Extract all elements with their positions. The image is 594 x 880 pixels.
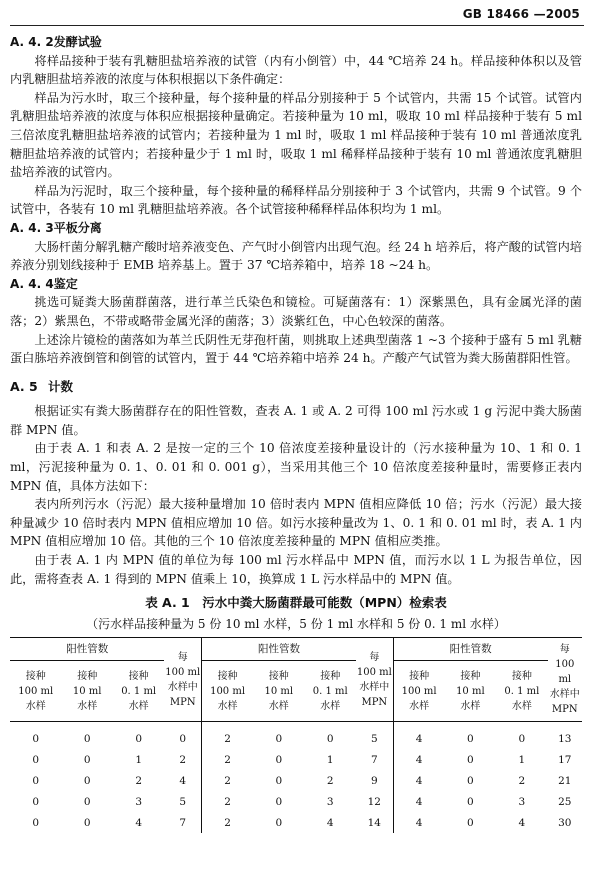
table-cell: 0 xyxy=(275,795,283,808)
table-cell: 0 xyxy=(275,753,283,766)
paragraph: 样品为污水时，取三个接种量，每个接种量的样品分别接种于 5 个试管内，共需 15 个试管。试管内乳糖胆盐培养液的浓度与体积应根据接种量确定。若接种量为 10 ml，吸取 10 ml 样品接种于装有 5 ml 三倍浓度乳糖胆盐培养液的试管内；若接种量为 1 ml 时，吸取 1 ml 样品接种于装有 10 ml 普通浓度乳糖胆盐培养液的试管内；若接种量少于 1 ml 时，吸取 1 ml 稀释样品接种于装有 10 ml 普通浓度乳糖胆盐培养液的试管内。 xyxy=(10,90,582,180)
table-cell: 0 xyxy=(83,753,91,766)
col-header-100ml: 接种 100 ml 水样 xyxy=(10,661,61,722)
header-rule xyxy=(10,25,584,26)
table-cell: 0 xyxy=(467,732,474,745)
table-cell: 0 xyxy=(32,774,40,787)
table-cell: 0 xyxy=(467,774,474,787)
section-title: 鉴定 xyxy=(53,276,78,291)
section-a42-heading xyxy=(10,33,582,52)
table-cell: 7 xyxy=(164,812,201,833)
col-header-100ml: 接种 100 ml 水样 xyxy=(393,661,444,722)
paragraph: 大肠杆菌分解乳糖产酸时培养液变色、产气时小倒管内出现气泡。经 24 h 培养后，将产酸的试管内培养液分别划线接种于 EMB 培养基上。置于 37 ℃培养箱中，培养 18 ~24 h。 xyxy=(10,239,582,273)
section-number: A. 4. 4 xyxy=(10,276,54,291)
col-header-0-1ml: 接种 0. 1 ml 水样 xyxy=(496,661,547,722)
section-number: A. 4. 3 xyxy=(10,220,54,235)
table-row xyxy=(10,770,582,791)
table-cell: 0 xyxy=(135,732,143,745)
table-cell: 21 xyxy=(558,774,572,787)
mpn-header: 每 100 ml 水样中 MPN xyxy=(164,638,201,722)
mpn-header: 每 100 ml 水样中 MPN xyxy=(356,638,393,722)
col-header-10ml: 接种 10 ml 水样 xyxy=(61,661,112,722)
table-cell: 0 xyxy=(32,816,40,829)
table-cell: 2 xyxy=(164,749,201,770)
table-cell: 2 xyxy=(224,732,231,745)
table-cell: 4 xyxy=(164,770,201,791)
section-title: 发酵试验 xyxy=(53,35,102,49)
table-cell: 1 xyxy=(135,753,143,766)
table-cell: 2 xyxy=(518,774,526,787)
mpn-table xyxy=(10,637,582,833)
col-header-100ml: 接种 100 ml 水样 xyxy=(202,661,253,722)
table-cell: 30 xyxy=(558,816,572,829)
col-header-0-1ml: 接种 0. 1 ml 水样 xyxy=(305,661,356,722)
group-header-positive-tubes: 阳性管数 xyxy=(10,638,164,661)
table-cell: 4 xyxy=(415,774,423,787)
section-number: A. 4. 2 xyxy=(10,35,54,49)
table-cell: 0 xyxy=(83,816,91,829)
table-cell: 9 xyxy=(356,770,393,791)
mpn-header: 每 100 ml 水样中 MPN xyxy=(548,638,582,722)
table-cell: 17 xyxy=(558,753,572,766)
table-cell: 3 xyxy=(326,795,334,808)
section-a43-heading xyxy=(10,219,582,238)
table-cell: 0 xyxy=(467,816,474,829)
table-cell: 5 xyxy=(356,722,393,750)
table-cell: 2 xyxy=(224,774,231,787)
table-cell: 0 xyxy=(467,753,474,766)
group-header-positive-tubes: 阳性管数 xyxy=(202,638,356,661)
table-cell: 2 xyxy=(326,774,334,787)
section-number: A. 5 xyxy=(10,378,38,394)
table-cell: 13 xyxy=(558,732,572,745)
col-header-10ml: 接种 10 ml 水样 xyxy=(445,661,496,722)
table-cell: 4 xyxy=(415,816,423,829)
table-cell: 0 xyxy=(83,732,91,745)
paragraph: 由于表 A. 1 内 MPN 值的单位为每 100 ml 污水样品中 MPN 值，而污水以 1 L 为报告单位，因此，需将查表 A. 1 得到的 MPN 值乘上 10，换算成 1 L 污水样品中的 MPN 值。 xyxy=(10,553,582,586)
table-cell: 0 xyxy=(32,732,40,745)
section-title: 计数 xyxy=(48,378,74,394)
col-header-10ml: 接种 10 ml 水样 xyxy=(253,661,304,722)
table-cell: 0 xyxy=(518,732,526,745)
table-cell: 0 xyxy=(32,795,40,808)
paragraph: 表内所列污水（污泥）最大接种量增加 10 倍时表内 MPN 值相应降低 10 倍；污水（污泥）最大接种量减少 10 倍时表内 MPN 值相应增加 10 倍。如污水接种量改为 1、0. 1 和 0. 01 ml 时，表 A. 1 内 MPN 值相应增加 10 倍。其他的三个 10 倍浓度差接种量的 MPN 值相应类推。 xyxy=(10,497,582,549)
table-cell: 0 xyxy=(32,753,40,766)
table-caption: 表 A. 1 污水中粪大肠菌群最可能数（MPN）检索表 xyxy=(145,595,447,611)
col-header-0-1ml: 接种 0. 1 ml 水样 xyxy=(113,661,164,722)
table-cell: 4 xyxy=(415,732,423,745)
table-cell: 4 xyxy=(415,795,423,808)
table-row xyxy=(10,791,582,812)
table-cell: 12 xyxy=(356,791,393,812)
group-header-positive-tubes: 阳性管数 xyxy=(393,638,547,661)
document-body xyxy=(10,33,582,833)
table-cell: 0 xyxy=(275,732,283,745)
table-subtitle: （污水样品接种量为 5 份 10 ml 水样，5 份 1 ml 水样和 5 份 0. 1 ml 水样） xyxy=(86,616,506,631)
paragraph: 挑选可疑粪大肠菌群菌落，进行革兰氏染色和镜检。可疑菌落有：1）深紫黑色，具有金属光泽的菌落；2）紫黑色，不带或略带金属光泽的菌落；3）淡紫红色，中心色较深的菌落。 xyxy=(10,295,582,328)
table-cell: 25 xyxy=(558,795,572,808)
table-row xyxy=(10,812,582,833)
section-a44-heading xyxy=(10,275,582,294)
table-cell: 4 xyxy=(135,816,143,829)
table-cell: 5 xyxy=(164,791,201,812)
paragraph: 根据证实有粪大肠菌群存在的阳性管数，查表 A. 1 或 A. 2 可得 100 ml 污水或 1 g 污泥中粪大肠菌群 MPN 值。 xyxy=(10,404,582,437)
table-cell: 2 xyxy=(224,753,231,766)
table-cell: 4 xyxy=(326,816,334,829)
table-cell: 3 xyxy=(518,795,526,808)
table-cell: 0 xyxy=(83,795,91,808)
table-cell: 14 xyxy=(356,812,393,833)
table-cell: 0 xyxy=(467,795,474,808)
table-cell: 0 xyxy=(275,816,283,829)
table-cell: 2 xyxy=(224,795,231,808)
section-title: 平板分离 xyxy=(53,220,102,235)
paragraph: 样品为污泥时，取三个接种量，每个接种量的稀释样品分别接种于 3 个试管内，共需 9 个试管。9 个试管中，各装有 10 ml 乳糖胆盐培养液。各个试管接种稀释样品体积均为 1 ml。 xyxy=(10,183,582,217)
table-cell: 3 xyxy=(135,795,143,808)
table-cell: 2 xyxy=(224,816,231,829)
table-row xyxy=(10,749,582,770)
paragraph: 上述涂片镜检的菌落如为革兰氏阴性无芽孢杆菌，则挑取上述典型菌落 1 ~3 个接种于盛有 5 ml 乳糖蛋白胨培养液倒管和倒管的试管内，置于 44 ℃培养箱中培养 24 h。产酸产气试管为粪大肠菌群阳性管。 xyxy=(10,332,582,366)
paragraph: 将样品接种于装有乳糖胆盐培养液的试管（内有小倒管）中，44 ℃培养 24 h。样品接种体积以及管内乳糖胆盐培养液的浓度与体积根据以下条件确定： xyxy=(10,53,582,87)
section-a5-heading xyxy=(10,378,582,397)
standard-number: GB 18466 —2005 xyxy=(462,7,580,21)
table-cell: 7 xyxy=(356,749,393,770)
paragraph: 由于表 A. 1 和表 A. 2 是按一定的三个 10 倍浓度差接种量设计的（污水接种量为 10、1 和 0. 1 ml，污泥接种量为 0. 1、0. 01 和 0. 001 g），当采用其他三个 10 倍浓度差接种量时，需要修正表内 MPN 值，具体方法如下： xyxy=(10,441,582,493)
table-cell: 1 xyxy=(326,753,334,766)
table-cell: 0 xyxy=(164,722,201,750)
table-cell: 0 xyxy=(83,774,91,787)
table-cell: 1 xyxy=(518,753,526,766)
table-cell: 4 xyxy=(518,816,526,829)
table-cell: 4 xyxy=(415,753,423,766)
table-row xyxy=(10,722,582,750)
table-cell: 2 xyxy=(135,774,143,787)
table-cell: 0 xyxy=(275,774,283,787)
table-cell: 0 xyxy=(326,732,334,745)
